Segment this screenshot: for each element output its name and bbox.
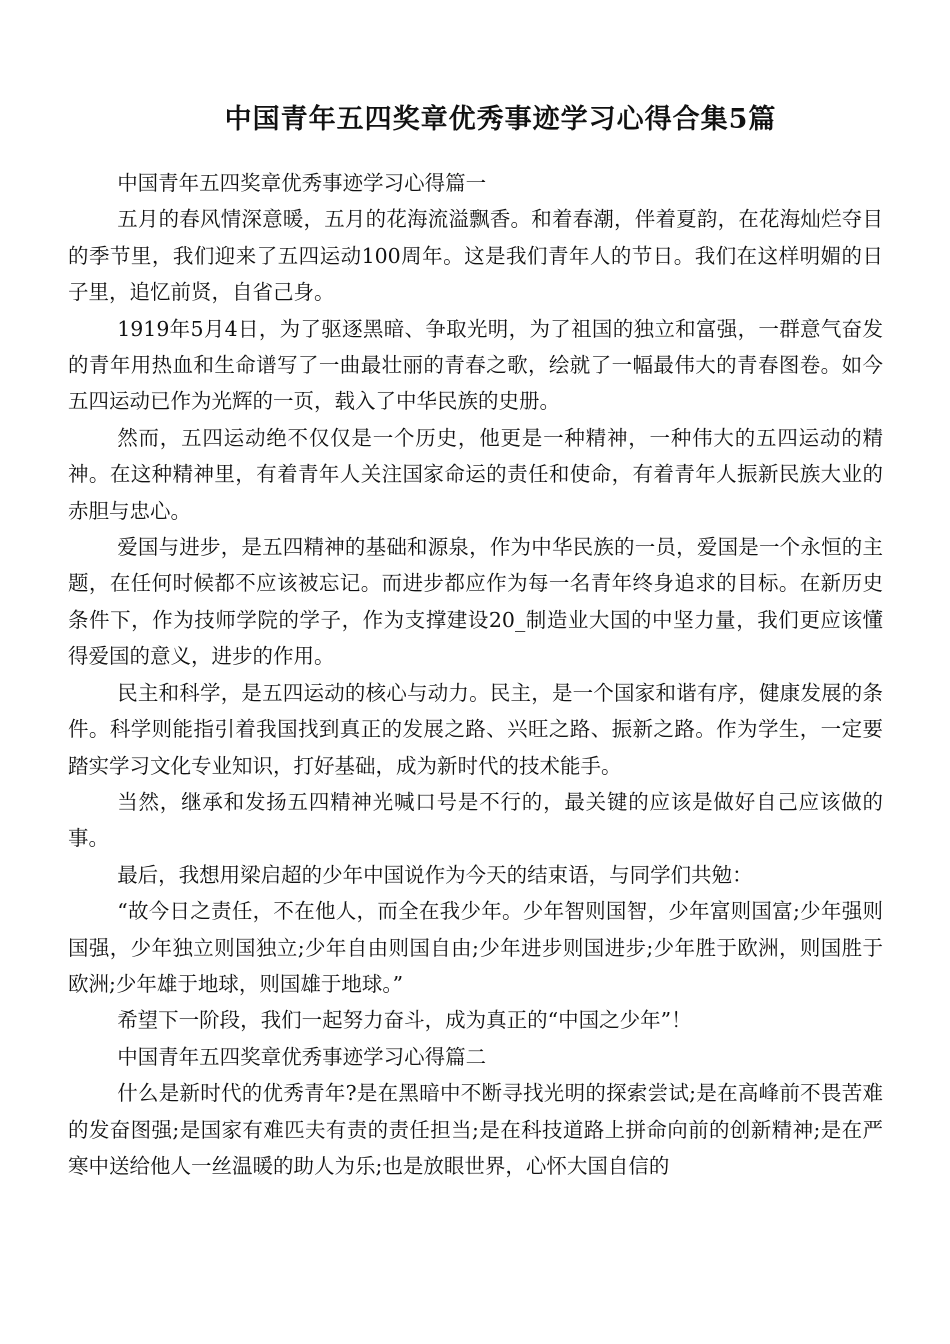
paragraph: 五月的春风情深意暖，五月的花海流溢飘香。和着春潮，伴着夏韵，在花海灿烂夺目的季节里，我们迎来了五四运动100周年。这是我们青年人的节日。我们在这样明媚的日子里，追忆前贤，自省己身。 [68,207,883,305]
paragraph: 什么是新时代的优秀青年?是在黑暗中不断寻找光明的探索尝试;是在高峰前不畏苦难的发奋图强;是国家有难匹夫有责的责任担当;是在科技道路上拼命向前的创新精神;是在严寒中送给他人一丝温暖的助人为乐;也是放眼世界，心怀大国自信的 [68,1081,883,1178]
paragraph: 然而，五四运动绝不仅仅是一个历史，他更是一种精神，一种伟大的五四运动的精神。在这种精神里，有着青年人关注国家命运的责任和使命，有着青年人振新民族大业的赤胆与忠心。 [68,425,883,523]
document-title: 中国青年五四奖章优秀事迹学习心得合集5篇 [224,104,777,135]
quote-paragraph: “故今日之责任，不在他人，而全在我少年。少年智则国智，少年富则国富;少年强则国强，少年独立则国独立;少年自由则国自由;少年进步则国进步;少年胜于欧洲，则国胜于欧洲;少年雄于地球，则国雄于地球。” [68,899,883,996]
document-body [68,165,883,1184]
document-page [68,0,883,1184]
section-heading-1: 中国青年五四奖章优秀事迹学习心得篇一 [117,171,487,195]
paragraph: 爱国与进步，是五四精神的基础和源泉，作为中华民族的一员，爱国是一个永恒的主题，在任何时候都不应该被忘记。而进步都应作为每一名青年终身追求的目标。在新历史条件下，作为技师学院的学子，作为支撑建设20_制造业大国的中坚力量，我们更应该懂得爱国的意义，进步的作用。 [68,535,883,669]
paragraph: 民主和科学，是五四运动的核心与动力。民主，是一个国家和谐有序，健康发展的条件。科学则能指引着我国找到真正的发展之路、兴旺之路、振新之路。作为学生，一定要踏实学习文化专业知识，打好基础，成为新时代的技术能手。 [68,680,883,778]
section-heading-2: 中国青年五四奖章优秀事迹学习心得篇二 [117,1044,487,1069]
paragraph: 最后，我想用梁启超的少年中国说作为今天的结束语，与同学们共勉： [117,862,753,887]
paragraph: 当然，继承和发扬五四精神光喊口号是不行的，最关键的应该是做好自己应该做的事。 [68,789,883,851]
paragraph: 1919年5月4日，为了驱逐黑暗、争取光明，为了祖国的独立和富强，一群意气奋发的青年用热血和生命谱写了一曲最壮丽的青春之歌，绘就了一幅最伟大的青春图卷。如今五四运动已作为光辉的一页，载入了中华民族的史册。 [68,316,883,414]
paragraph: 希望下一阶段，我们一起努力奋斗，成为真正的“中国之少年”！ [117,1008,692,1033]
